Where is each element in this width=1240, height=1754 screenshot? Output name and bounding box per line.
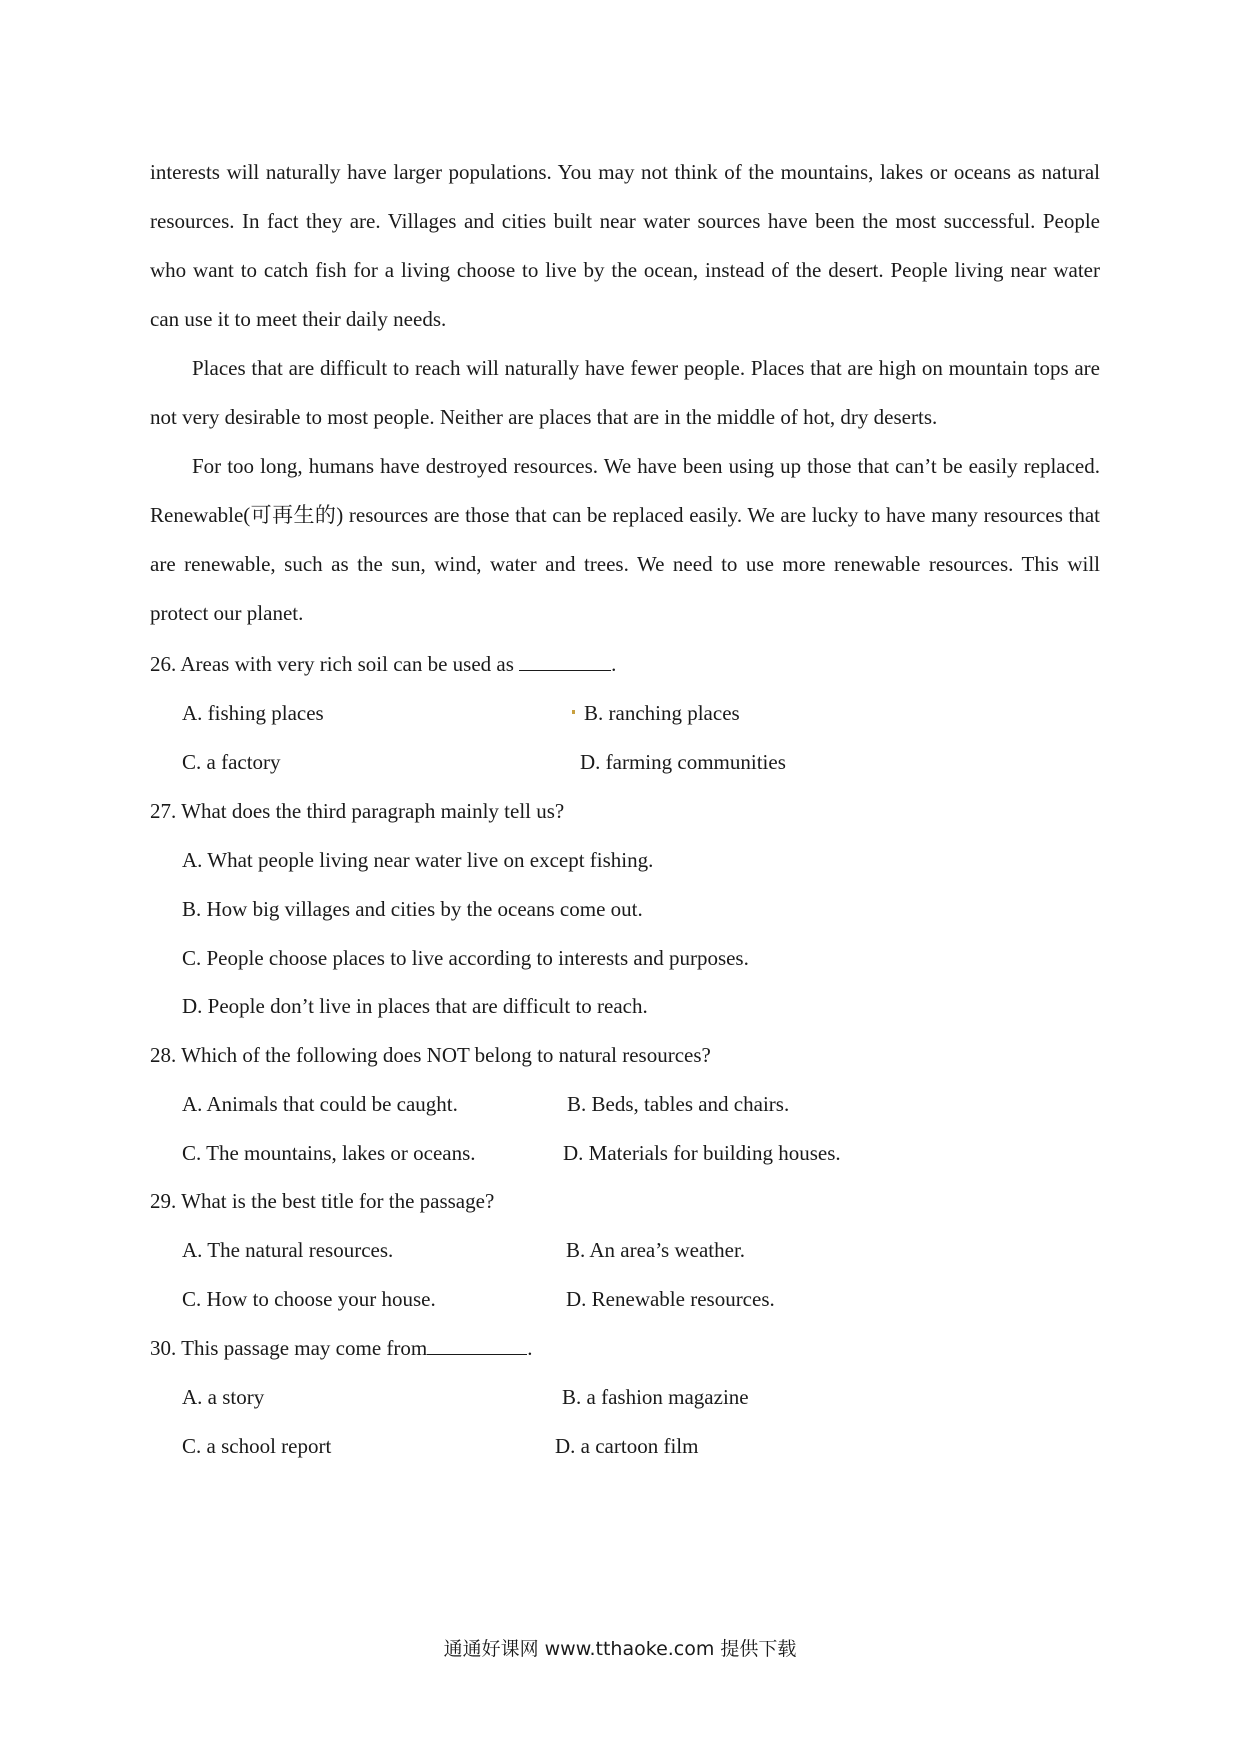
option-28-a: A. Animals that could be caught. [182,1092,458,1116]
option-27-b: B. How big villages and cities by the oceans come out. [182,897,643,921]
footer-source-text: 通通好课网 www.tthaoke.com 提供下载 [443,1638,797,1660]
option-29-d: D. Renewable resources. [566,1287,775,1311]
answer-blank [427,1336,527,1355]
question-stem: What does the third paragraph mainly tell us? [181,799,565,823]
option-29-b: B. An area’s weather. [566,1238,746,1262]
question-number: 27. [150,799,177,823]
question-number: 30. [150,1336,177,1360]
question-28 [150,1041,711,1069]
question-stem: Areas with very rich soil can be used as [180,652,514,676]
passage-paragraph-1: interests will naturally have larger populations. You may not think of the mountains, lakes or oceans as natural resources. In fact they are. Villages and cities built near water sources have been the most successful. People who want to catch fish for a living choose to live by the ocean, instead of the desert. People living near water can use it to meet their daily needs. [150,160,1100,331]
option-29-c: C. How to choose your house. [182,1287,436,1311]
option-29-a: A. The natural resources. [182,1238,394,1262]
question-30 [150,1334,532,1362]
ink-dot [572,710,575,714]
option-26-c: C. a factory [182,750,281,774]
option-27-d: D. People don’t live in places that are difficult to reach. [182,994,648,1018]
option-30-c: C. a school report [182,1434,332,1458]
option-30-d: D. a cartoon film [555,1434,699,1458]
question-number: 29. [150,1189,177,1213]
option-28-b: B. Beds, tables and chairs. [567,1092,790,1116]
option-26-a: A. fishing places [182,701,324,725]
question-stem: This passage may come from [181,1336,428,1360]
passage-paragraph-2: Places that are difficult to reach will naturally have fewer people. Places that are high on mountain tops are not very desirable to most people. Neither are places that are in the middle of hot, dry deserts. [150,356,1100,429]
question-stem: Which of the following does NOT belong to natural resources? [181,1043,711,1067]
question-end: . [527,1336,533,1360]
question-number: 28. [150,1043,177,1067]
option-30-b: B. a fashion magazine [562,1385,749,1409]
option-27-a: A. What people living near water live on except fishing. [182,848,654,872]
option-26-d: D. farming communities [580,750,786,774]
question-29 [150,1187,494,1215]
option-28-c: C. The mountains, lakes or oceans. [182,1141,476,1165]
option-26-b: B. ranching places [584,701,740,725]
answer-blank [519,652,611,671]
question-end: . [611,652,617,676]
option-30-a: A. a story [182,1385,265,1409]
passage-paragraph-3: For too long, humans have destroyed resources. We have been using up those that can’t be easily replaced. Renewable(可再生的) resources are those that can be replaced easily. We are lucky to have many resources that are renewable, such as the sun, wind, water and trees. We need to use more renewable resources. This will protect our planet. [150,454,1100,625]
question-stem: What is the best title for the passage? [181,1189,495,1213]
question-number: 26. [150,652,177,676]
option-28-d: D. Materials for building houses. [563,1141,841,1165]
question-27 [150,797,564,825]
question-26 [150,650,616,678]
option-27-c: C. People choose places to live according to interests and purposes. [182,946,749,970]
